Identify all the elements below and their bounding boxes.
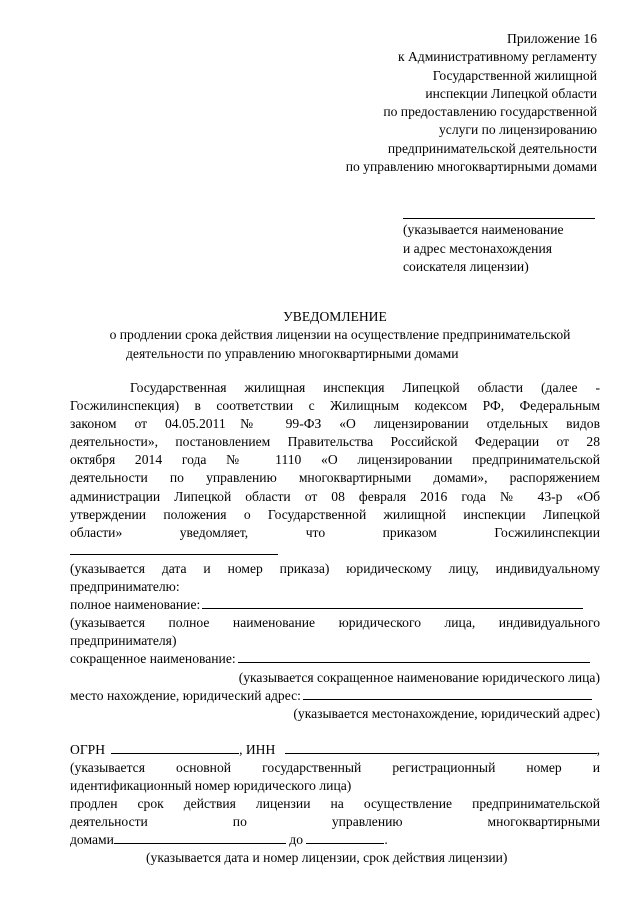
address-blank-line (303, 688, 592, 700)
addressee-note-line: и адрес местонахождения (403, 240, 552, 256)
full-name-row (70, 596, 583, 614)
appendix-line: инспекции Липецкой области (425, 85, 597, 101)
inn-label: , ИНН (239, 741, 276, 757)
appendix-line: к Административному регламенту (397, 49, 597, 65)
addressee-note-line: соискателя лицензии) (403, 259, 529, 274)
extended-line: деятельности по управлению многоквартирными (70, 814, 600, 830)
document-subtitle (70, 326, 600, 363)
body-line: Госжилинспекция) в соответствии с Жилищным кодексом РФ, Федеральным (70, 398, 600, 414)
ogrn-row-end: , (596, 741, 600, 757)
body-line: администрации Липецкой области от 08 февраля 2016 года № 43-р «Об (70, 488, 600, 504)
ogrn-note-line: (указывается основной государственный регистрационный номер и (70, 759, 600, 775)
short-name-blank-line (238, 651, 590, 663)
appendix-line: Приложение 16 (507, 31, 597, 46)
addressee-blank-line (403, 207, 595, 219)
license-period-row (70, 831, 600, 849)
ogrn-note-line: идентификационный номер юридического лица) (70, 777, 352, 793)
until-label: до (289, 832, 303, 848)
body-line: законом от 04.05.2011№ 99-ФЗ «О лицензировании отдельных видов (70, 416, 600, 432)
addressee-block (403, 207, 595, 277)
appendix-line: по предоставлению государственной (383, 104, 597, 120)
period-end: . (384, 832, 388, 848)
address-note: (указывается местонахождение, юридический адрес) (293, 705, 600, 721)
appendix-line: по управлению многоквартирными домами (345, 159, 597, 175)
license-note: (указывается дата и номер лицензии, срок действия лицензии) (146, 850, 508, 866)
appendix-line: предпринимательской деятельности (387, 140, 597, 156)
extended-line: продлен срок действия лицензии на осуществление предпринимательской (70, 796, 600, 812)
appendix-line: услуги по лицензированию (439, 122, 597, 138)
until-blank-line (306, 832, 384, 844)
document-title: УВЕДОМЛЕНИЕ (283, 309, 387, 324)
appendix-header (346, 30, 597, 176)
spacer (70, 723, 600, 741)
address-label: место нахождение, юридический адрес: (70, 687, 301, 703)
order-note-line: предпринимателю: (70, 579, 180, 595)
body-line: утверждении положения о Государственной жилищной инспекции Липецкой (70, 506, 600, 522)
ogrn-inn-row (70, 741, 600, 759)
body-line: деятельности по управлению многоквартирными домами», распоряжением (70, 470, 600, 486)
order-blank-row (70, 542, 600, 560)
body-line: деятельности», постановлением Правительства Российской Федерации от 28 (70, 434, 600, 450)
ogrn-label: ОГРН (70, 741, 106, 757)
inn-blank-line (285, 742, 596, 754)
full-name-note-line: предпринимателя) (70, 633, 177, 649)
addressee-note-line: (указывается наименование (403, 222, 564, 237)
order-note-line: (указывается дата и номер приказа) юридическому лицу, индивидуальному (70, 560, 600, 576)
short-name-row (70, 650, 590, 668)
short-name-note: (указывается сокращенное наименование юридического лица) (238, 669, 600, 685)
full-name-note-line: (указывается полное наименование юридического лица, индивидуального (70, 615, 600, 631)
ogrn-blank-line (111, 742, 239, 754)
full-name-label: полное наименование: (70, 597, 201, 613)
address-row (70, 687, 592, 705)
document-body (70, 379, 600, 867)
body-line: октября 2014 года № 1110 «О лицензировании предпринимательской (70, 452, 600, 468)
appendix-line: Государственной жилищной (432, 67, 597, 83)
subtitle-line: деятельности по управлению многоквартирными домами (126, 345, 459, 361)
order-blank-line (70, 543, 278, 555)
short-name-label: сокращенное наименование: (70, 651, 236, 667)
license-blank-line (114, 832, 286, 844)
full-name-blank-line (202, 597, 583, 609)
houses-label: домами (70, 832, 114, 848)
body-line: области» уведомляет, что приказом Госжилинспекции (70, 524, 600, 540)
subtitle-line: о продлении срока действия лицензии на осуществление предпринимательской (109, 327, 571, 342)
body-line: Государственная жилищная инспекция Липецкой области (далее - (130, 380, 600, 395)
